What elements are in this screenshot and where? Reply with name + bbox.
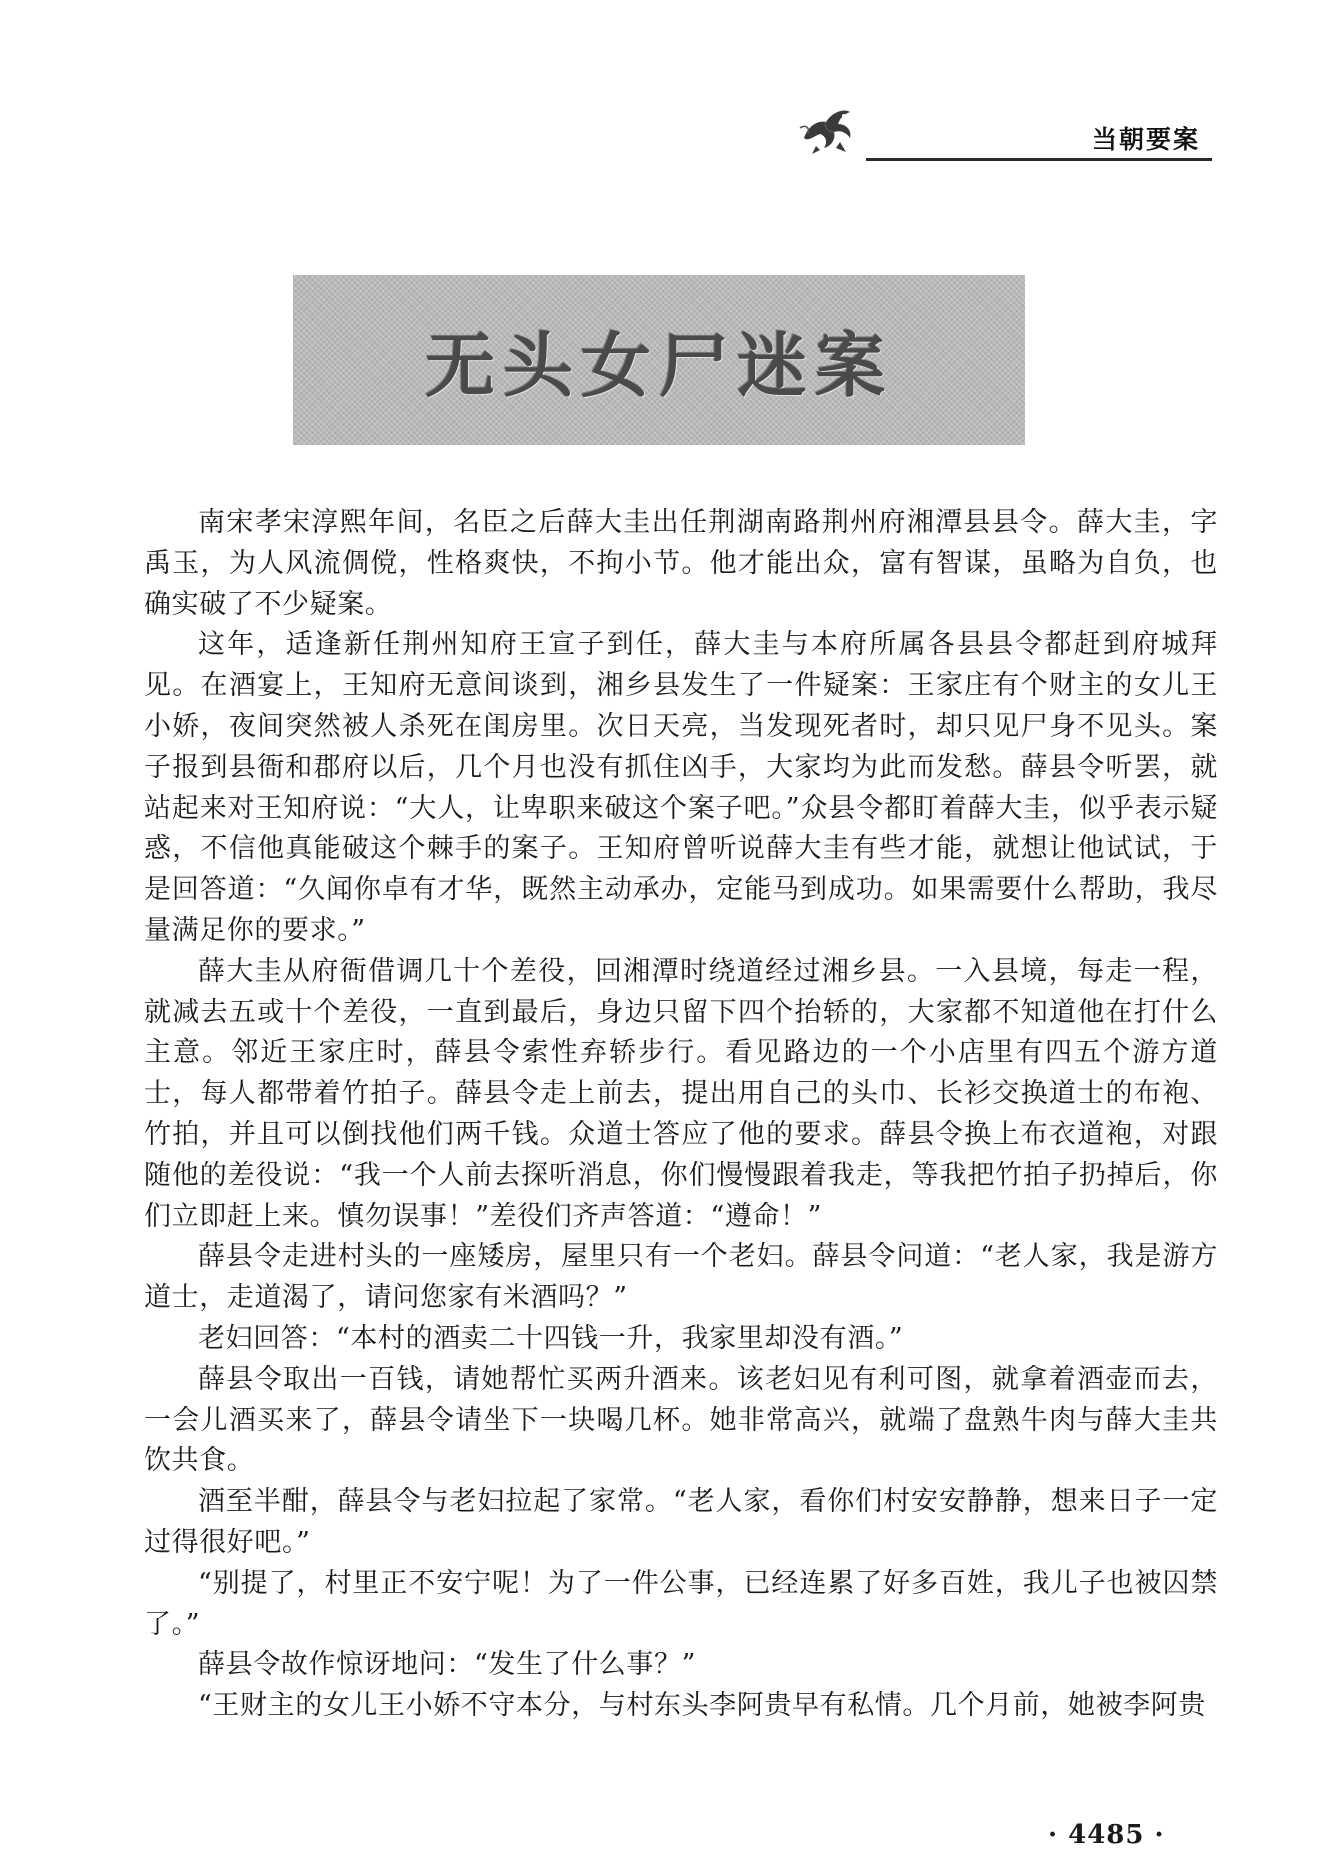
paragraph: 酒至半酣，薛县令与老妇拉起了家常。“老人家，看你们村安安静静，想来日子一定过得很好吧。” [144, 1486, 1218, 1558]
paragraph: “王财主的女儿王小娇不守本分，与村东头李阿贵早有私情。几个月前，她被李阿贵 [198, 1690, 1207, 1722]
paragraph: 这年，适逢新任荆州知府王宣子到任，薛大圭与本府所属各县县令都赶到府城拜见。在酒宴上，王知府无意间谈到，湘乡县发生了一件疑案：王家庄有个财主的女儿王小娇，夜间突然被人杀死在闺房里。次日天亮，当发现死者时，却只见尸身不见头。案子报到县衙和郡府以后，几个月也没有抓住凶手，大家均为此而发愁。薛县令听罢，就站起来对王知府说：“大人，让卑职来破这个案子吧。”众县令都盯着薛大圭，似乎表示疑惑，不信他真能破这个棘手的案子。王知府曾听说薛大圭有些才能，就想让他试试，于是回答道：“久闻你卓有才华，既然主动承办，定能马到成功。如果需要什么帮助，我尽量满足你的要求。” [144, 629, 1218, 946]
paragraph: 薛大圭从府衙借调几十个差役，回湘潭时绕道经过湘乡县。一入县境，每走一程，就减去五或十个差役，一直到最后，身边只留下四个抬轿的，大家都不知道他在打什么主意。邻近王家庄时，薛县令索性弃轿步行。看见路边的一个小店里有四五个游方道士，每人都带着竹拍子。薛县令走上前去，提出用自己的头巾、长衫交换道士的布袍、竹拍，并且可以倒找他们两千钱。众道士答应了他的要求。薛县令换上布衣道袍，对跟随他的差役说：“我一个人前去探听消息，你们慢慢跟着我走，等我把竹拍子扔掉后，你们立即赶上来。慎勿误事！”差役们齐声答道：“遵命！” [144, 955, 1218, 1232]
page-number: · 4485 · [1048, 1820, 1165, 1850]
article-body [144, 503, 1218, 1727]
paragraph: 薛县令取出一百钱，请她帮忙买两升酒来。该老妇见有利可图，就拿着酒壶而去，一会儿酒买来了，薛县令请坐下一块喝几杯。她非常高兴，就端了盘熟牛肉与薛大圭共饮共食。 [144, 1363, 1218, 1477]
section-title: 当朝要案 [1092, 125, 1201, 154]
paragraph: 薛县令故作惊讶地问：“发生了什么事？” [198, 1649, 697, 1681]
header-rule [866, 158, 1212, 161]
paragraph: 南宋孝宋淳熙年间，名臣之后薛大圭出任荆湖南路荆州府湘潭县县令。薛大圭，字禹玉，为人风流倜傥，性格爽快，不拘小节。他才能出众，富有智谋，虽略为自负，也确实破了不少疑案。 [144, 507, 1218, 620]
dragon-emblem-icon [796, 98, 858, 158]
paragraph: 薛县令走进村头的一座矮房，屋里只有一个老妇。薛县令问道：“老人家，我是游方道士，走道渴了，请问您家有米酒吗？” [144, 1241, 1218, 1314]
paragraph: 老妇回答：“本村的酒卖二十四钱一升，我家里却没有酒。” [198, 1322, 904, 1354]
paragraph: “别提了，村里正不安宁呢！为了一件公事，已经连累了好多百姓，我儿子也被囚禁了。” [144, 1567, 1218, 1640]
chapter-title-banner [293, 275, 1025, 445]
chapter-title: 无头女尸迷案 [425, 323, 893, 407]
